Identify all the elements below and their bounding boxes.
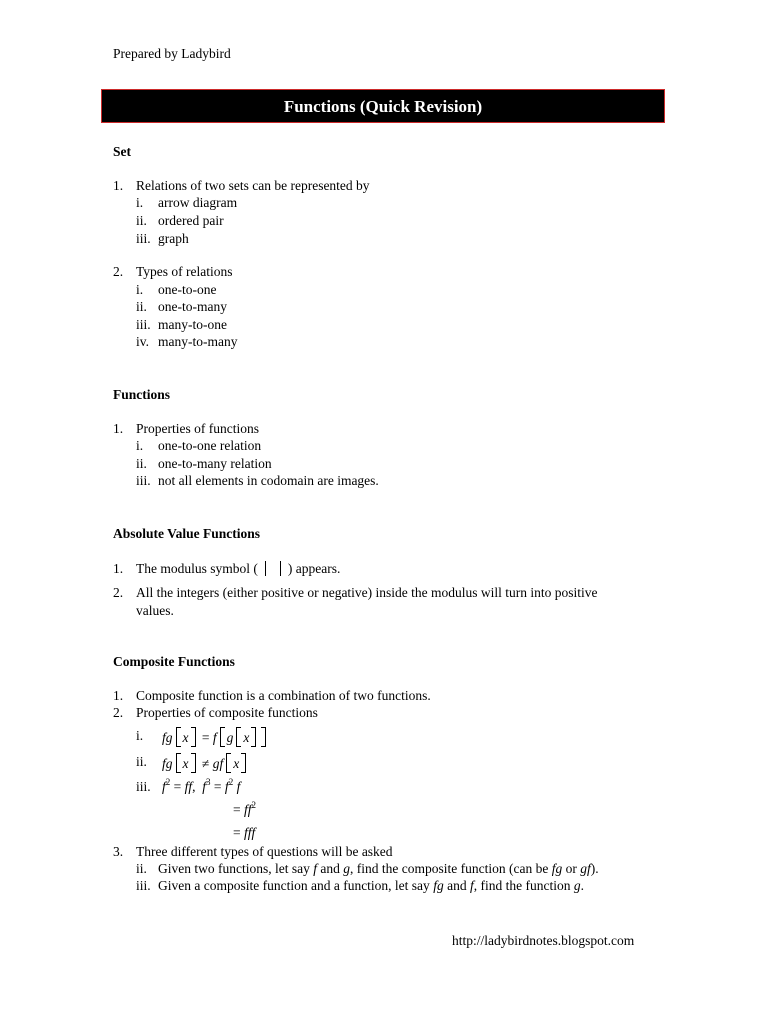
math-term: fg — [162, 756, 173, 771]
math-operator: = — [233, 802, 241, 817]
list-number: 2. — [113, 705, 124, 720]
sub-item-text — [158, 877, 584, 894]
sub-item-text: one-to-one relation — [158, 438, 262, 453]
math-term: g — [343, 861, 350, 876]
formula-powers-line2 — [233, 801, 256, 818]
sub-number: iii. — [136, 473, 151, 488]
sub-item-text: many-to-many — [158, 334, 238, 349]
math-operator: = — [173, 779, 182, 794]
section-heading-composite: Composite Functions — [113, 654, 235, 669]
section-heading-functions: Functions — [113, 387, 171, 402]
text-fragment: and — [320, 861, 340, 876]
sub-number: ii. — [136, 456, 147, 471]
paren-right — [191, 753, 196, 773]
text-fragment: or — [565, 861, 577, 876]
sub-number: iv. — [136, 334, 149, 349]
list-number: 1. — [113, 561, 124, 576]
math-exponent: 3 — [206, 777, 211, 787]
sub-item-text: graph — [158, 231, 189, 246]
list-item-text — [136, 560, 340, 577]
math-comma: , — [192, 779, 196, 794]
sub-number: i. — [136, 195, 144, 210]
math-term: ff — [244, 802, 252, 817]
math-term: f — [236, 779, 241, 794]
modulus-bar-right — [280, 561, 281, 576]
math-term: x — [182, 756, 189, 771]
paren-right — [251, 727, 256, 747]
math-exponent: 2 — [228, 777, 234, 787]
text-fragment: ) appears. — [287, 561, 341, 576]
math-term: g — [226, 730, 234, 745]
math-operator: = — [233, 825, 241, 840]
math-term: f — [313, 861, 317, 876]
math-exponent: 2 — [165, 777, 171, 787]
math-term: gf — [212, 756, 224, 771]
paren-left — [176, 753, 181, 773]
sub-item-text — [158, 860, 599, 877]
paren-left — [176, 727, 181, 747]
list-item-text: Properties of functions — [136, 421, 259, 436]
math-operator: = — [201, 730, 210, 745]
list-item-text: Properties of composite functions — [136, 705, 318, 720]
paren-right — [241, 753, 246, 773]
math-exponent: 2 — [251, 800, 257, 810]
math-term: fg — [433, 878, 444, 893]
sub-number: i. — [136, 728, 144, 743]
list-item-text: Types of relations — [136, 264, 233, 279]
text-fragment: ). — [590, 861, 599, 876]
math-term: f — [162, 779, 166, 794]
text-fragment: Given a composite function and a function, let say — [158, 878, 430, 893]
math-term: gf — [580, 861, 591, 876]
section-heading-set: Set — [113, 144, 131, 159]
sub-number: iii. — [136, 231, 151, 246]
text-fragment: . — [580, 878, 584, 893]
sub-number: iii. — [136, 878, 151, 893]
math-term: f — [212, 730, 217, 745]
sub-item-text: one-to-one — [158, 282, 217, 297]
list-item-text-continued: values. — [136, 603, 174, 618]
list-number: 2. — [113, 585, 124, 600]
page-title — [101, 89, 665, 123]
list-item-text: All the integers (either positive or negative) inside the modulus will turn into positive — [136, 585, 598, 600]
sub-item-text: many-to-one — [158, 317, 227, 332]
bracket-right — [261, 727, 266, 747]
list-number: 1. — [113, 421, 124, 436]
sub-number: ii. — [136, 754, 147, 769]
modulus-bar-left — [265, 561, 266, 576]
bracket-left — [220, 727, 225, 747]
text-fragment: , find the composite function (can be — [350, 861, 549, 876]
text-fragment: , find the function — [473, 878, 571, 893]
paren-left — [226, 753, 231, 773]
math-term: fg — [551, 861, 563, 876]
footer-url: http://ladybirdnotes.blogspot.com — [452, 933, 635, 948]
paren-right — [191, 727, 196, 747]
formula-powers — [162, 778, 240, 795]
math-term: x — [233, 756, 240, 771]
sub-number: ii. — [136, 299, 147, 314]
math-term: f — [224, 779, 229, 794]
sub-number: ii. — [136, 861, 147, 876]
sub-item-text: one-to-many — [158, 299, 227, 314]
list-item-text: Three different types of questions will be asked — [136, 844, 393, 859]
text-fragment: and — [447, 878, 467, 893]
sub-item-text: arrow diagram — [158, 195, 238, 210]
page-title-text: Functions (Quick Revision) — [283, 96, 483, 116]
math-term: f — [469, 878, 474, 893]
list-number: 3. — [113, 844, 124, 859]
math-term: ff — [184, 779, 193, 794]
sub-number: iii. — [136, 317, 151, 332]
sub-item-text: one-to-many relation — [158, 456, 272, 471]
formula-composite-definition — [162, 727, 269, 747]
formula-powers-line3 — [233, 824, 255, 841]
math-term: fff — [244, 825, 256, 840]
math-operator: = — [213, 779, 222, 794]
list-number: 1. — [113, 688, 124, 703]
sub-item-text: not all elements in codomain are images. — [158, 473, 379, 488]
list-item-text: Composite function is a combination of two functions. — [136, 688, 431, 703]
sub-number: iii. — [136, 779, 151, 794]
math-term: g — [573, 878, 581, 893]
math-term: f — [202, 779, 207, 794]
math-term: fg — [162, 730, 173, 745]
list-item-text: Relations of two sets can be represented by — [136, 178, 370, 193]
sub-number: i. — [136, 282, 144, 297]
math-term: x — [243, 730, 250, 745]
math-term: x — [182, 730, 189, 745]
prepared-by: Prepared by Ladybird — [113, 46, 231, 61]
sub-number: ii. — [136, 213, 147, 228]
section-heading-absolute: Absolute Value Functions — [113, 526, 261, 541]
list-number: 2. — [113, 264, 124, 279]
text-fragment: The modulus symbol ( — [136, 561, 258, 576]
paren-left — [236, 727, 241, 747]
math-operator: ≠ — [201, 756, 210, 771]
sub-item-text: ordered pair — [158, 213, 224, 228]
formula-not-commutative — [162, 753, 249, 773]
list-number: 1. — [113, 178, 124, 193]
sub-number: i. — [136, 438, 144, 453]
text-fragment: Given two functions, let say — [158, 861, 310, 876]
